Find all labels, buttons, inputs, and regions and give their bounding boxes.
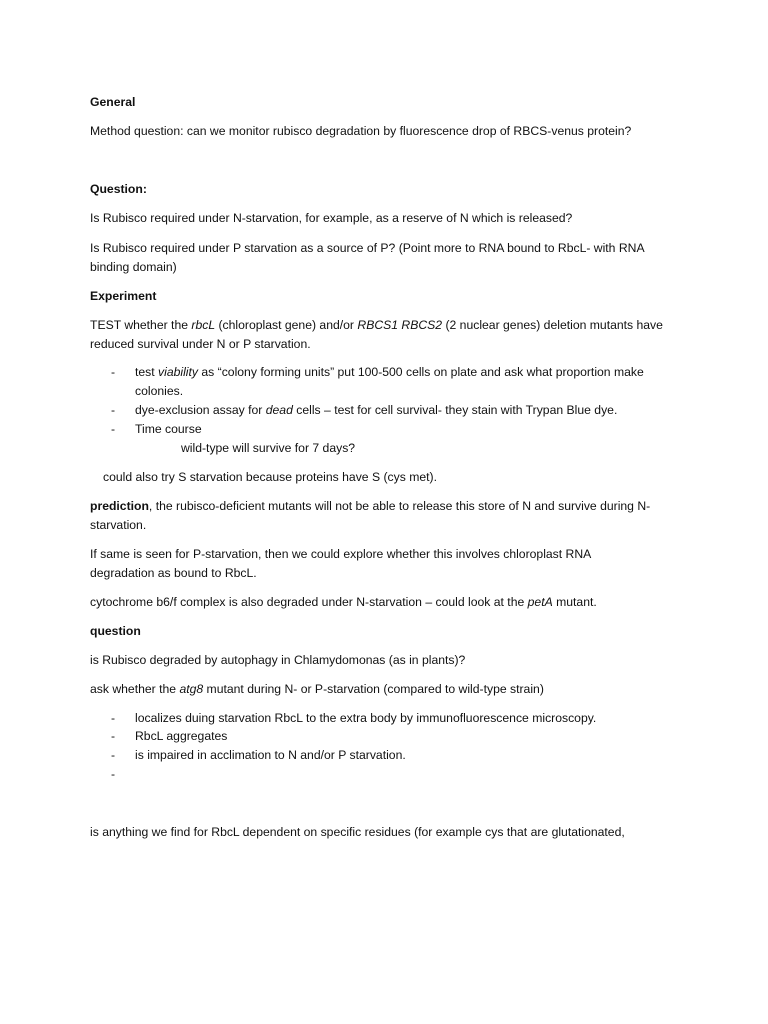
test-paragraph-line1 — [90, 317, 663, 333]
prediction-label: prediction — [90, 499, 149, 513]
s-starvation-note: could also try S starvation because proteins have S (cys met). — [103, 470, 437, 484]
autophagy-question: is Rubisco degraded by autophagy in Chlamydomonas (as in plants)? — [90, 653, 466, 667]
atg8-text: mutant during N- or P-starvation (compared to wild-type strain) — [203, 682, 544, 696]
bullet-dash: - — [111, 403, 116, 417]
bullet-dash: - — [111, 422, 116, 436]
cytochrome-text: mutant. — [552, 595, 597, 609]
emphasis-viability: viability — [158, 365, 198, 379]
test-paragraph-line2: reduced survival under N or P starvation. — [90, 337, 311, 351]
test-text-a: TEST whether the — [90, 318, 192, 332]
time-course-sub: wild-type will survive for 7 days? — [181, 441, 356, 455]
bullet-dash: - — [111, 711, 116, 725]
question-p-starvation-line2: binding domain) — [90, 260, 177, 274]
bullet-dye-exclusion — [135, 402, 617, 418]
gene-rbcs: RBCS1 RBCS2 — [357, 318, 443, 332]
p-starvation-line1: If same is seen for P-starvation, then we could explore whether this involves chloroplast RNA — [90, 547, 592, 561]
bullet-viability-line2: colonies. — [135, 384, 184, 398]
final-question: is anything we find for RbcL dependent on specific residues (for example cys that are glutationated, — [90, 825, 625, 839]
bullet-dash: - — [111, 748, 116, 762]
p-starvation-line2: degradation as bound to RbcL. — [90, 566, 257, 580]
heading-experiment: Experiment — [90, 289, 157, 303]
method-question: Method question: can we monitor rubisco degradation by fluorescence drop of RBCS-venus protein? — [90, 124, 632, 138]
bullet-localizes: localizes duing starvation RbcL to the extra body by immunofluorescence microscopy. — [135, 711, 597, 725]
bullet-dash: - — [111, 365, 116, 379]
bullet-text: dye-exclusion assay for — [135, 403, 266, 417]
bullet-text: cells – test for cell survival- they stain with Trypan Blue dye. — [292, 403, 618, 417]
bullet-text: test — [135, 365, 159, 379]
gene-rbcl: rbcL — [191, 318, 216, 332]
heading-question: Question: — [90, 182, 147, 196]
heading-general: General — [90, 95, 136, 109]
cytochrome-note — [90, 594, 597, 610]
question-p-starvation-line1: Is Rubisco required under P starvation as a source of P? (Point more to RNA bound to RbcL- with RNA — [90, 241, 645, 255]
test-text-b: (chloroplast gene) and/or — [215, 318, 358, 332]
bullet-aggregates: RbcL aggregates — [135, 729, 228, 743]
atg8-text: ask whether the — [90, 682, 180, 696]
bullet-time-course: Time course — [135, 422, 202, 436]
bullet-text: as “colony forming units” put 100-500 cells on plate and ask what proportion make — [198, 365, 644, 379]
bullet-acclimation: is impaired in acclimation to N and/or P starvation. — [135, 748, 406, 762]
prediction-text: , the rubisco-deficient mutants will not be able to release this store of N and survive during N- — [148, 499, 651, 513]
bullet-dash: - — [111, 729, 116, 743]
atg8-question — [90, 681, 544, 697]
prediction-line1 — [90, 498, 650, 514]
question-n-starvation: Is Rubisco required under N-starvation, for example, as a reserve of N which is released? — [90, 211, 573, 225]
bullet-dash: - — [111, 767, 116, 781]
gene-atg8: atg8 — [179, 682, 204, 696]
cytochrome-text: cytochrome b6/f complex is also degraded under N-starvation – could look at the — [90, 595, 528, 609]
heading-question2: question — [90, 624, 141, 638]
gene-peta: petA — [527, 595, 553, 609]
prediction-line2: starvation. — [90, 518, 147, 532]
bullet-viability-line1 — [135, 364, 644, 380]
test-text-c: (2 nuclear genes) deletion mutants have — [442, 318, 663, 332]
emphasis-dead: dead — [265, 403, 293, 417]
